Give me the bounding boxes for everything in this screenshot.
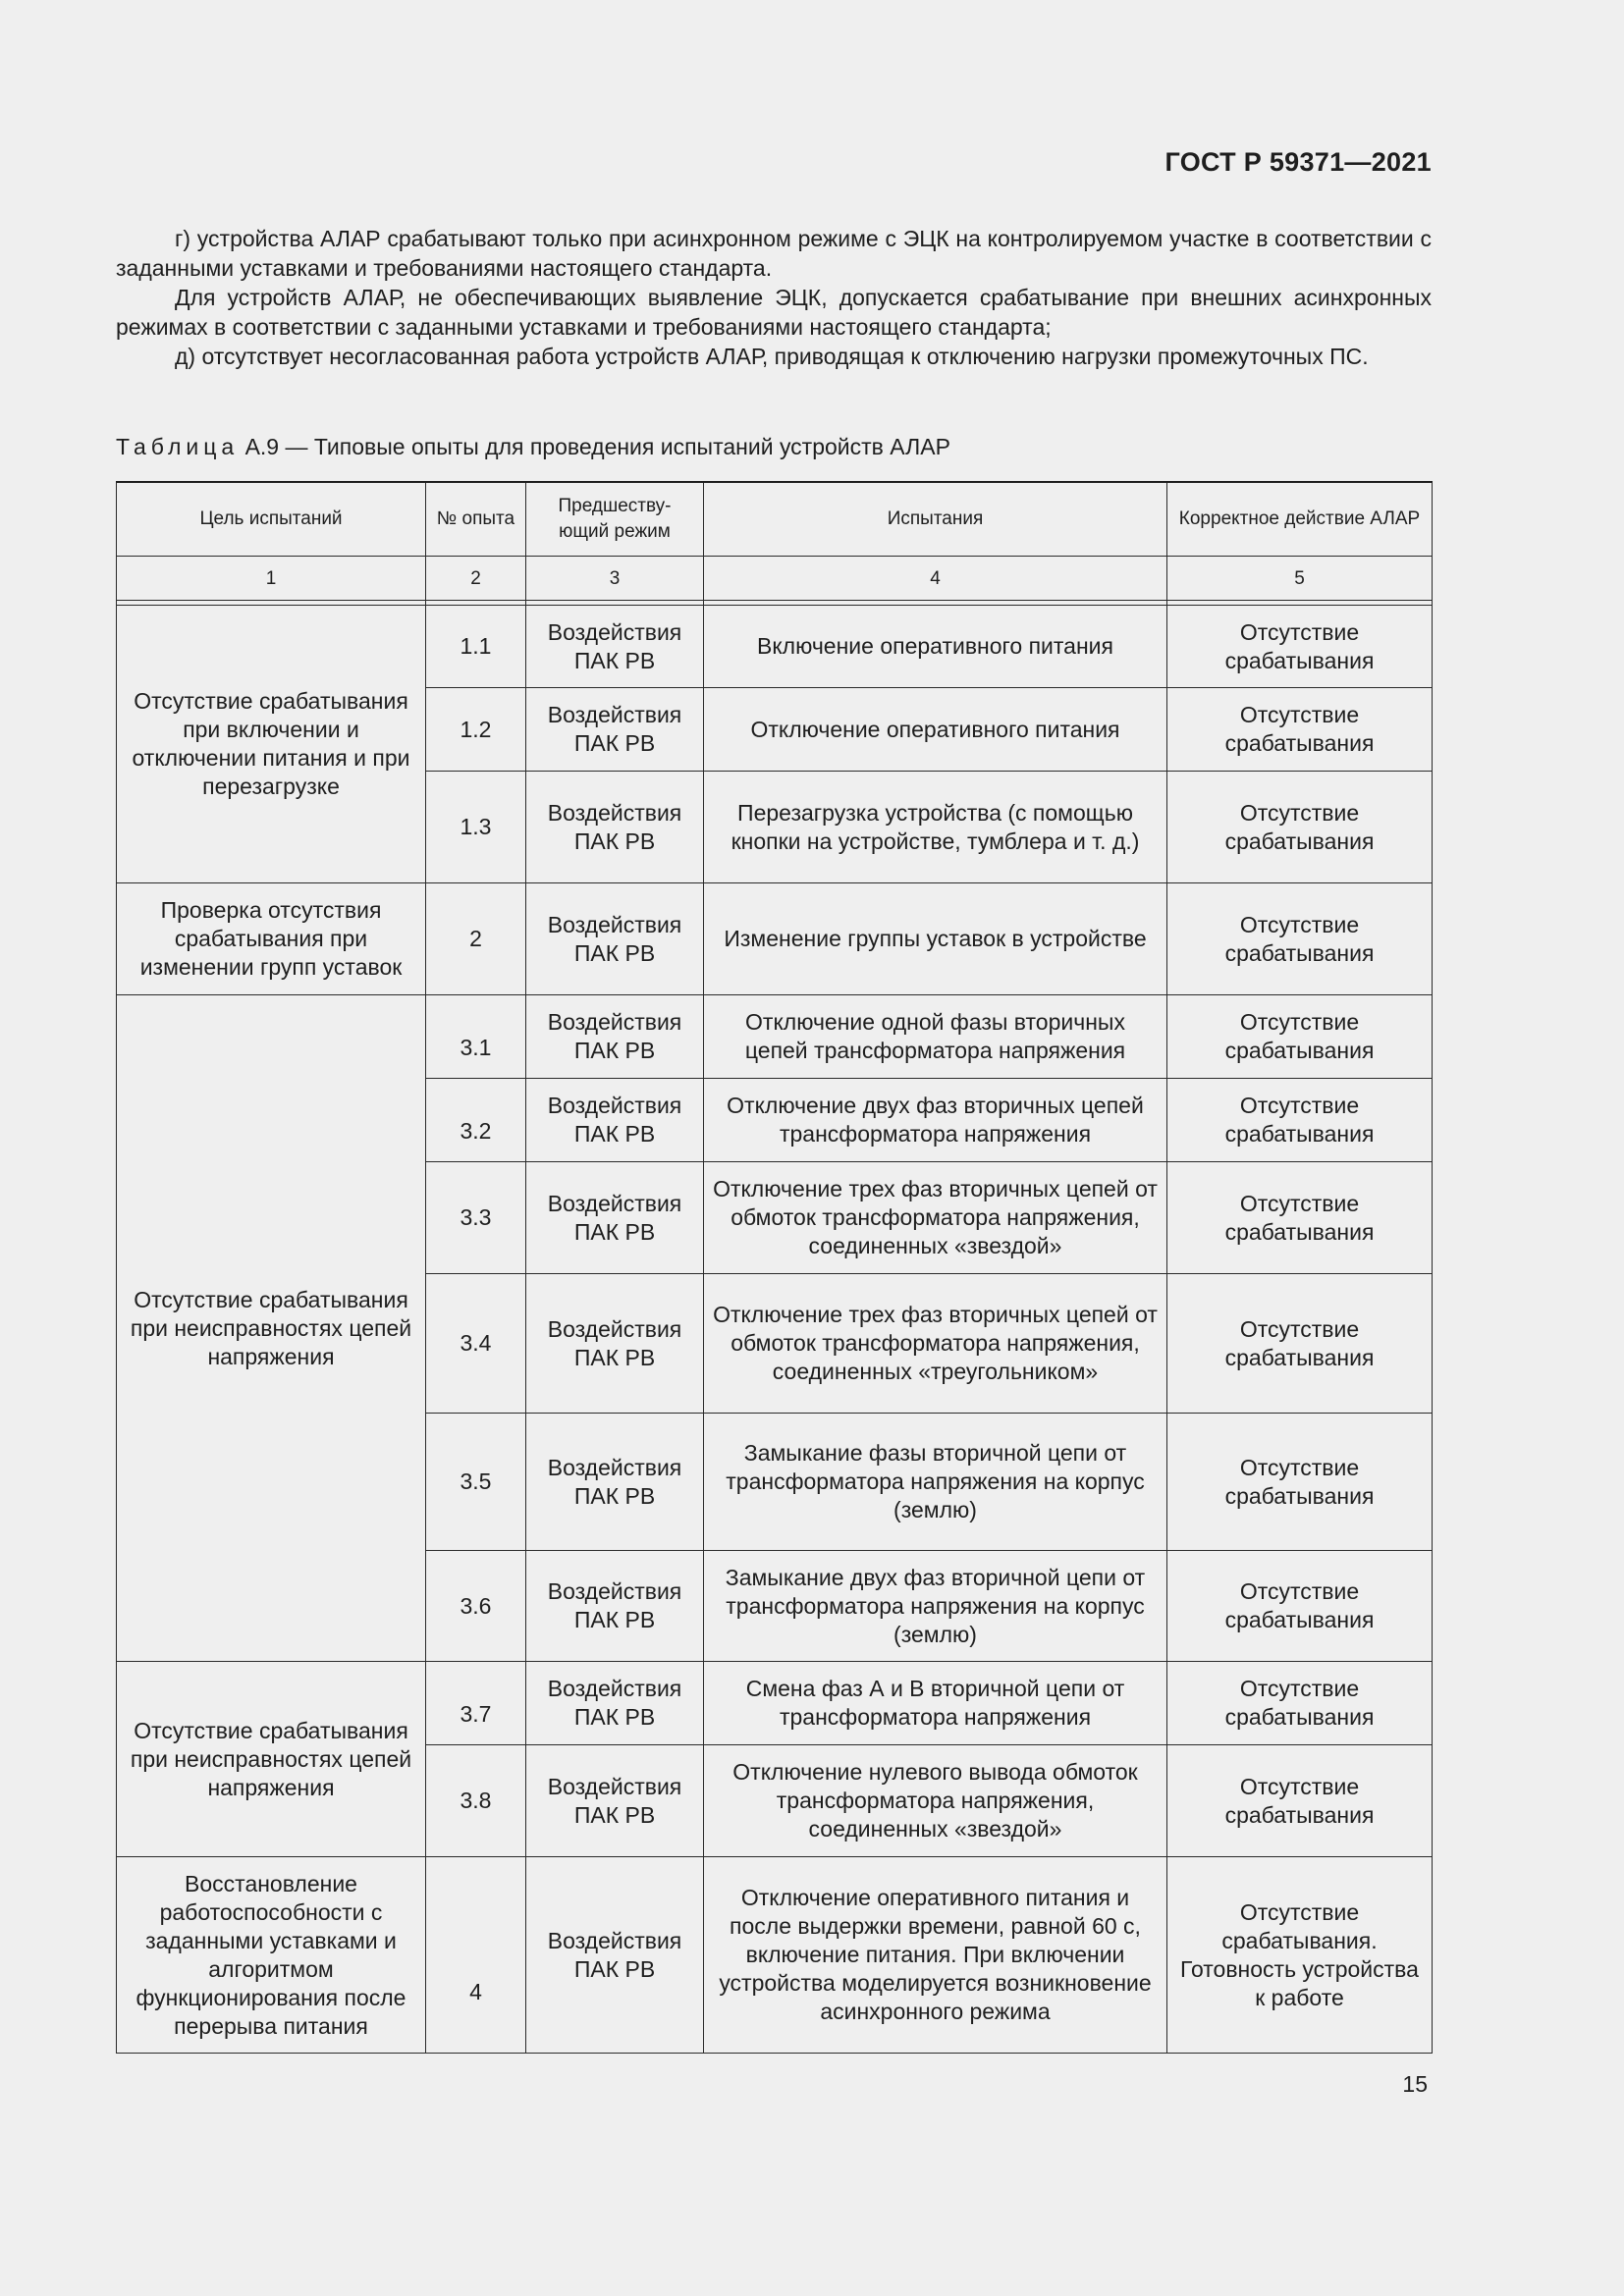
table-row — [117, 995, 1433, 1079]
paragraph-d: д) отсутствует несогласованная работа устройств АЛАР, приводящая к отключению нагрузки промежуточных ПС. — [175, 344, 1369, 369]
test-cell: Изменение группы уставок в устройстве — [704, 883, 1167, 995]
prev-mode-cell: Воздействия ПАК РВ — [526, 1162, 704, 1274]
prev-mode-cell: Воздействия ПАК РВ — [526, 1745, 704, 1857]
table-column-numbers-row — [117, 557, 1433, 601]
header-prev-mode: Предшеству-ющий режим — [526, 482, 704, 557]
test-cell: Отключение нулевого вывода обмоток трансформатора напряжения, соединенных «звездой» — [704, 1745, 1167, 1857]
prev-mode-cell: Воздействия ПАК РВ — [526, 1662, 704, 1745]
goal-cell: Отсутствие срабатывания при включении и отключении питания и при перезагрузке — [117, 606, 426, 883]
test-no-cell: 3.8 — [426, 1745, 526, 1857]
table-row — [117, 1662, 1433, 1745]
result-cell: Отсутствие срабатывания — [1167, 688, 1433, 772]
test-cell: Включение оперативного питания — [704, 606, 1167, 688]
header-test-no: № опыта — [426, 482, 526, 557]
test-cell: Смена фаз А и В вторичной цепи от трансформатора напряжения — [704, 1662, 1167, 1745]
test-no-cell: 3.7 — [426, 1662, 526, 1745]
result-cell: Отсутствие срабатывания — [1167, 1162, 1433, 1274]
prev-mode-cell: Воздействия ПАК РВ — [526, 772, 704, 883]
prev-mode-cell: Воздействия ПАК РВ — [526, 1414, 704, 1551]
header-tests: Испытания — [704, 482, 1167, 557]
column-number: 3 — [526, 557, 704, 601]
result-cell: Отсутствие срабатывания — [1167, 1274, 1433, 1414]
result-cell: Отсутствие срабатывания — [1167, 1745, 1433, 1857]
table-row — [117, 1857, 1433, 2054]
test-no-cell: 1.1 — [426, 606, 526, 688]
test-cell: Замыкание двух фаз вторичной цепи от трансформатора напряжения на корпус (землю) — [704, 1551, 1167, 1662]
page-number: 15 — [1402, 2071, 1428, 2097]
goal-cell: Отсутствие срабатывания при неисправностях цепей напряжения — [117, 1662, 426, 1857]
prev-mode-cell: Воздействия ПАК РВ — [526, 688, 704, 772]
prev-mode-cell: Воздействия ПАК РВ — [526, 606, 704, 688]
test-cell: Отключение трех фаз вторичных цепей от обмоток трансформатора напряжения, соединенных «звездой» — [704, 1162, 1167, 1274]
test-no-cell: 3.4 — [426, 1274, 526, 1414]
test-no-cell: 1.2 — [426, 688, 526, 772]
result-cell: Отсутствие срабатывания. Готовность устройства к работе — [1167, 1857, 1433, 2054]
test-no-cell: 4 — [426, 1857, 526, 2054]
header-correct-action: Корректное действие АЛАР — [1167, 482, 1433, 557]
result-cell: Отсутствие срабатывания — [1167, 1414, 1433, 1551]
test-no-cell: 2 — [426, 883, 526, 995]
test-no-cell: 3.6 — [426, 1551, 526, 1662]
test-cell: Отключение оперативного питания и после выдержки времени, равной 60 с, включение питания. При включении устройства моделируется возникновение асинхронного режима — [704, 1857, 1167, 2054]
document-code: ГОСТ Р 59371—2021 — [1164, 147, 1432, 177]
test-no-cell: 3.3 — [426, 1162, 526, 1274]
test-no-cell: 3.2 — [426, 1079, 526, 1162]
test-cell: Отключение двух фаз вторичных цепей трансформатора напряжения — [704, 1079, 1167, 1162]
paragraph-g: г) устройства АЛАР срабатывают только при асинхронном режиме с ЭЦК на контролируемом участке в соответствии с заданными уставками и требованиями настоящего стандарта. — [116, 226, 1432, 281]
prev-mode-cell: Воздействия ПАК РВ — [526, 883, 704, 995]
table-row — [117, 883, 1433, 995]
prev-mode-cell: Воздействия ПАК РВ — [526, 1551, 704, 1662]
test-no-cell: 3.5 — [426, 1414, 526, 1551]
column-number: 1 — [117, 557, 426, 601]
column-number: 4 — [704, 557, 1167, 601]
table-caption-text: А.9 — Типовые опыты для проведения испытаний устройств АЛАР — [244, 434, 950, 459]
test-cell: Отключение одной фазы вторичных цепей трансформатора напряжения — [704, 995, 1167, 1079]
result-cell: Отсутствие срабатывания — [1167, 995, 1433, 1079]
test-no-cell: 3.1 — [426, 995, 526, 1079]
paragraph-note: Для устройств АЛАР, не обеспечивающих выявление ЭЦК, допускается срабатывание при внешних асинхронных режимах в соответствии с заданными уставками и требованиями настоящего стандарта; — [116, 285, 1432, 340]
goal-cell: Восстановление работоспособности с заданными уставками и алгоритмом функционирования после перерыва питания — [117, 1857, 426, 2054]
prev-mode-cell: Воздействия ПАК РВ — [526, 1274, 704, 1414]
goal-cell: Отсутствие срабатывания при неисправностях цепей напряжения — [117, 995, 426, 1662]
test-cell: Отключение оперативного питания — [704, 688, 1167, 772]
result-cell: Отсутствие срабатывания — [1167, 1079, 1433, 1162]
column-number: 2 — [426, 557, 526, 601]
prev-mode-cell: Воздействия ПАК РВ — [526, 1079, 704, 1162]
result-cell: Отсутствие срабатывания — [1167, 1551, 1433, 1662]
table-row — [117, 606, 1433, 688]
goal-cell: Проверка отсутствия срабатывания при изменении групп уставок — [117, 883, 426, 995]
prev-mode-cell: Воздействия ПАК РВ — [526, 995, 704, 1079]
column-number: 5 — [1167, 557, 1433, 601]
result-cell: Отсутствие срабатывания — [1167, 1662, 1433, 1745]
test-cell: Отключение трех фаз вторичных цепей от обмоток трансформатора напряжения, соединенных «треугольником» — [704, 1274, 1167, 1414]
header-goal: Цель испытаний — [117, 482, 426, 557]
result-cell: Отсутствие срабатывания — [1167, 883, 1433, 995]
test-cell: Замыкание фазы вторичной цепи от трансформатора напряжения на корпус (землю) — [704, 1414, 1167, 1551]
table-caption — [116, 432, 950, 461]
table-header-row — [117, 482, 1433, 557]
result-cell: Отсутствие срабатывания — [1167, 606, 1433, 688]
table-caption-label: Таблица — [116, 434, 240, 459]
prev-mode-cell: Воздействия ПАК РВ — [526, 1857, 704, 2054]
result-cell: Отсутствие срабатывания — [1167, 772, 1433, 883]
test-cell: Перезагрузка устройства (с помощью кнопки на устройстве, тумблера и т. д.) — [704, 772, 1167, 883]
tests-table — [116, 481, 1433, 2054]
test-no-cell: 1.3 — [426, 772, 526, 883]
